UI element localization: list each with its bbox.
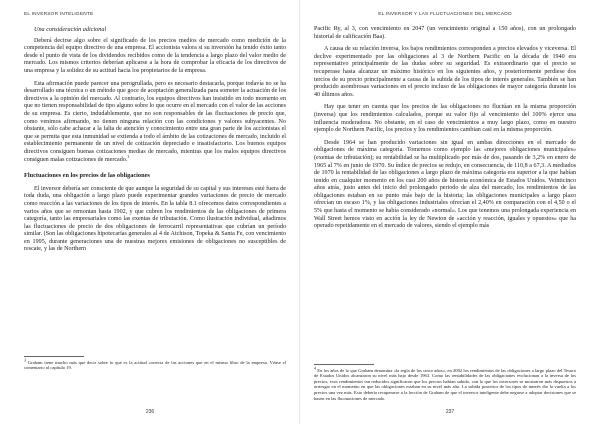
footnote [314, 365, 577, 402]
left-footnotes [24, 356, 286, 371]
paragraph [24, 81, 286, 165]
paragraph: Deberá decirse algo sobre el significado de los precios medios de mercado como medición de la competencia del equipo directivo de una empresa. El accionista valora si su inversión ha tenido éxito tanto desde el punto de vista de los dividendos recibidos como de la tendencia a largo plazo del valor medio de mercado. Los mismos criterios deberían aplicarse a la hora de comprobar la eficacia de los directivos de una empresa y la solidez de su actitud hacia los propietarios de la empresa. [24, 37, 286, 74]
paragraph: Hay que tener en cuenta que los precios de las obligaciones no fluctúan en la misma proporción (inversa) que los rendimientos calculados, porque su valor fijo al vencimiento del 100% ejerce una influencia moderadora. No obstante, en el caso de vencimientos a muy largo plazo, como en nuestro ejemplo de Northern Pacific, los precios y los rendimientos cambian casi en la misma proporción. [314, 104, 576, 134]
footnote-mark: 3 [24, 357, 26, 363]
left-body [24, 26, 286, 254]
left-running-head: EL INVERSOR INTELIGENTE [24, 12, 94, 17]
footnote-text: En los años de lo que Graham denomina «la regla de los cinco años», en 2002 los rendimientos de las obligaciones a largo plazo del Tesoro de Estados Unidos alcanzaron su nivel más bajo desde 1963. Como las rentabilidades de las obligaciones evolucionan a la inversa de los precios, esos rendimientos tan reducidos significaron que los precios habían subido, con lo que los inversores se mostraron más dispuestos a arriesgar en el momento en que las obligaciones estaban en su nivel más alto. La subida posterior de los tipos de interés dio la vuelta a los precios una vez más. Esto debería recuperarse a la lección de Graham de que el inversor inteligente debe negarse a adoptar decisiones que se basen en las fluctuaciones de mercado. [314, 367, 577, 401]
footnote-rule [314, 364, 374, 365]
right-page [300, 0, 600, 424]
paragraph: El inversor debería ser consciente de que aunque la seguridad de su capital y sus intereses esté fuera de toda duda, una obligación a largo plazo puede experimentar grandes variaciones de precio de mercado como reacción a las variaciones de los tipos de interés. En la tabla 8.1 ofrecemos datos correspondientes a varios años que se remontan hasta 1902, y que cubren los rendimientos de las obligaciones de primera categoría, tanto las empresariales como las exentas de tributación. Como ilustración individual, añadimos las fluctuaciones de precio de dos obligaciones de ferrocarril representativas que cubrían un período similar. (Son las obligaciones hipotecarias generales al 4 de Atchison, Topeka & Santa Fe, con vencimiento en 1995, durante generaciones una de nuestras mejores emisiones de obligaciones no susceptibles de rescate, y las de Northern [24, 185, 286, 253]
footnote-rule [24, 356, 84, 357]
footnote-mark: 4 [314, 365, 316, 371]
right-page-number: 237 [445, 409, 455, 415]
left-page-number: 236 [145, 409, 155, 415]
section-title: Una consideración adicional [34, 26, 107, 33]
footnote-reference: 3 [127, 153, 130, 159]
footnote-text: Graham tiene mucho más que decir sobre lo que es la actitud correcta de las acciones que en el mismo libro de la empresa. Véase el comentario al capítulo 19. [24, 359, 286, 371]
paragraph: Desde 1964 se han producido variaciones sin igual en ambas direcciones en el mercado de obligaciones de máxima categoría. Tomemos como ejemplo las «mejores obligaciones municipales» (exentas de tributación); su rentabilidad se ha multiplicado por más de dos, pasando de 3,2% en enero de 1965 al 7% en junio de 1970. Su índice de precios se redujo, en consecuencia, de 110,8 a 67,3. A mediados de 1970 la rentabilidad de las obligaciones a largo plazo de máxima categoría era superior a la que habían tenido en cualquier momento en los casi 200 años de historia económica de Estados Unidos. Veinticinco años atrás, justo antes del inicio del prolongado periodo de alza del mercado, los rendimientos de las obligaciones estaban en su punto más bajo de la historia; las obligaciones municipales a largo plazo ofrecían un escaso 1%, y las obligaciones industriales ofrecían el 2,40% en comparación con el 4,50 o el 5% que hasta el momento se había considerado «normal». Los que tenemos una prolongada experiencia en Wall Street hemos visto en acción la ley de Newton de «acción y reacción, iguales y opuestos» que ha operado repetidamente en el mercado de valores, siendo el ejemplo más [314, 139, 576, 230]
right-body [314, 26, 576, 231]
footnote [24, 357, 286, 371]
right-running-head: EL INVERSOR Y LAS FLUCTUACIONES DEL MERCADO [378, 12, 512, 17]
paragraph: A causa de su relación inversa, los bajos rendimientos corresponden a precios elevados y viceversa. El declive experimentado por las obligaciones al 3 de Northern Pacific en la década de 1940 era representativo principalmente de las dudas sobre su seguridad. Es extraordinario que el precio se recuperase hasta alcanzar un máximo histórico en los siguientes años, y posteriormente perdiese dos tercios de su precio principalmente a causa de la subida de los tipos de interés generales. También se han producido asombrosas variaciones en el precio incluso de las obligaciones de mayor categoría durante los 40 últimos años. [314, 46, 576, 98]
paragraph-text: Esta afirmación puede parecer una perogrullada, pero es necesario destacarla, porque todavía no se ha desarrollado una técnica o un método que goce de aceptación generalizada para someter la actuación de los directivos a la opinión del mercado. Al contrario, los equipos directivos han insistido en todo momento en que no tienen responsabilidad de tipo alguno sobre lo que ocurre en el mercado con el valor de las acciones de su empresa. Es cierto, indudablemente, que no son responsables de las fluctuaciones de precio que, como venimos afirmando, no tienen ninguna relación con las condiciones y valores subyacentes. No obstante, sólo cabe achacar a la falta de atención y conocimiento entre una gran parte de los accionistas el que se permita que esta inmunidad se extienda a todo el ámbito de las cotizaciones de mercado, incluido el establecimiento permanente de un nivel de cotización depreciado e insatisfactorio. Los buenos equipos directivos consiguen buenas cotizaciones medias de mercado, mientras que los malos equipos directivos consiguen malas cotizaciones de mercado. [24, 80, 286, 163]
paragraph: Pacific Ry, al 3, con vencimiento en 2047 (un vencimiento original a 150 años), con un prolongado historial de calificación Baa). [314, 26, 576, 40]
subsection-title: Fluctuaciones en los precios de las obligaciones [24, 172, 150, 180]
right-footnotes [314, 364, 576, 401]
